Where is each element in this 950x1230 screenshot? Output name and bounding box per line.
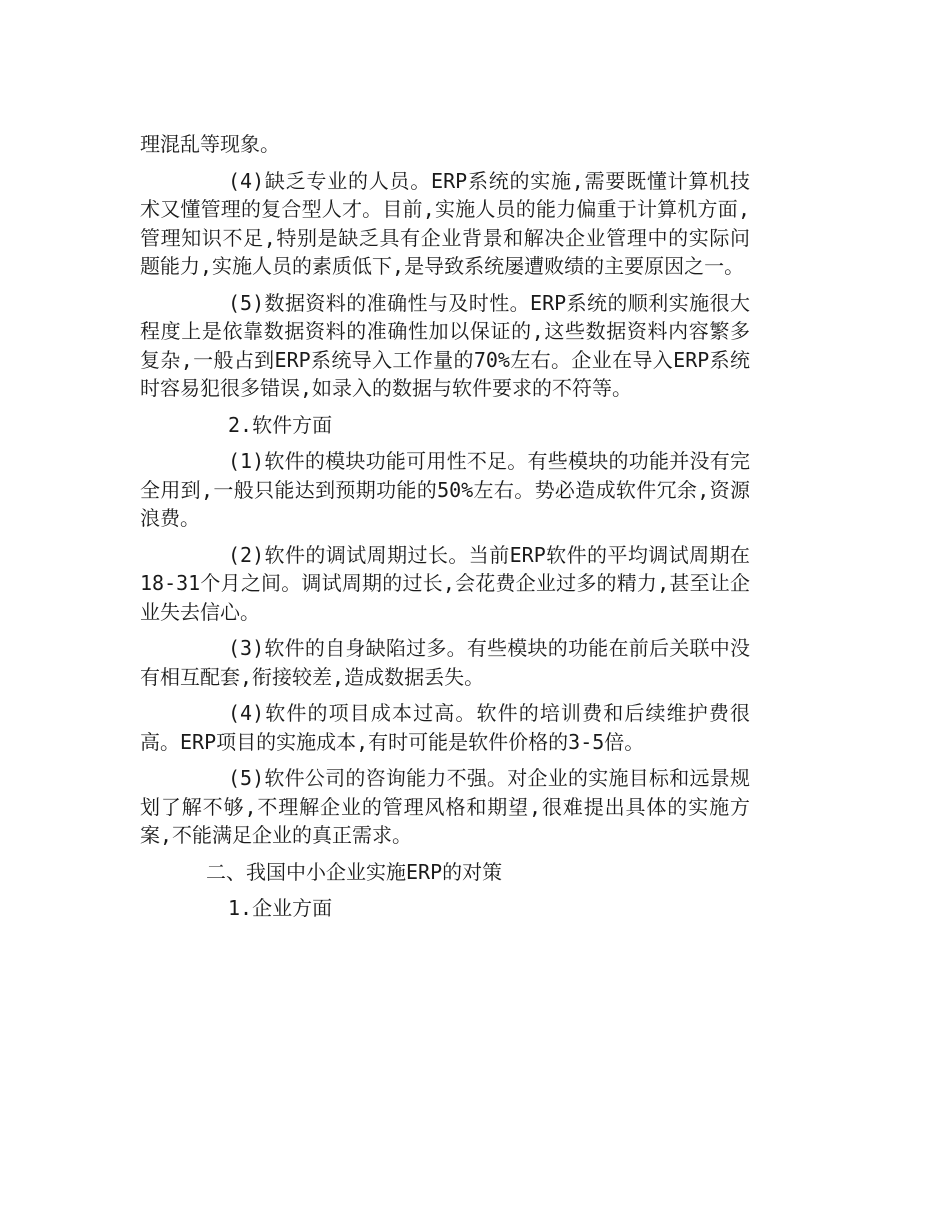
paragraph-lack-of-staff: (4)缺乏专业的人员。ERP系统的实施,需要既懂计算机技术又懂管理的复合型人才。目前,实施人员的能力偏重于计算机方面,管理知识不足,特别是缺乏具有企业背景和解决企业管理中的实际问题能力,实施人员的素质低下,是导致系统屡遭败绩的主要原因之一。 [140, 168, 750, 278]
paragraph-project-cost: (4)软件的项目成本过高。软件的培训费和后续维护费很高。ERP项目的实施成本,有时可能是软件价格的3-5倍。 [140, 701, 750, 754]
paragraph-software-defects: (3)软件的自身缺陷过多。有些模块的功能在前后关联中没有相互配套,衔接较差,造成数据丢失。 [140, 636, 750, 689]
paragraph-continuation: 理混乱等现象。 [140, 132, 280, 156]
document-body [140, 130, 750, 931]
section-heading-enterprise: 1.企业方面 [228, 896, 333, 920]
section-heading-software: 2.软件方面 [228, 412, 333, 437]
paragraph-data-accuracy: (5)数据资料的准确性与及时性。ERP系统的顺利实施很大程度上是依靠数据资料的准确性加以保证的,这些数据资料内容繁多复杂,一般占到ERP系统导入工作量的70%左右。企业在导入ERP系统时容易犯很多错误,如录入的数据与软件要求的不符等。 [140, 290, 750, 400]
chapter-heading-countermeasures: 二、我国中小企业实施ERP的对策 [206, 859, 503, 884]
paragraph-debug-cycle: (2)软件的调试周期过长。当前ERP软件的平均调试周期在18-31个月之间。调试周期的过长,会花费企业过多的精力,甚至让企业失去信心。 [140, 542, 750, 624]
paragraph-module-usability: (1)软件的模块功能可用性不足。有些模块的功能并没有完全用到,一般只能达到预期功能的50%左右。势必造成软件冗余,资源浪费。 [140, 449, 750, 530]
paragraph-consulting-ability: (5)软件公司的咨询能力不强。对企业的实施目标和远景规划了解不够,不理解企业的管理风格和期望,很难提出具体的实施方案,不能满足企业的真正需求。 [140, 766, 750, 847]
